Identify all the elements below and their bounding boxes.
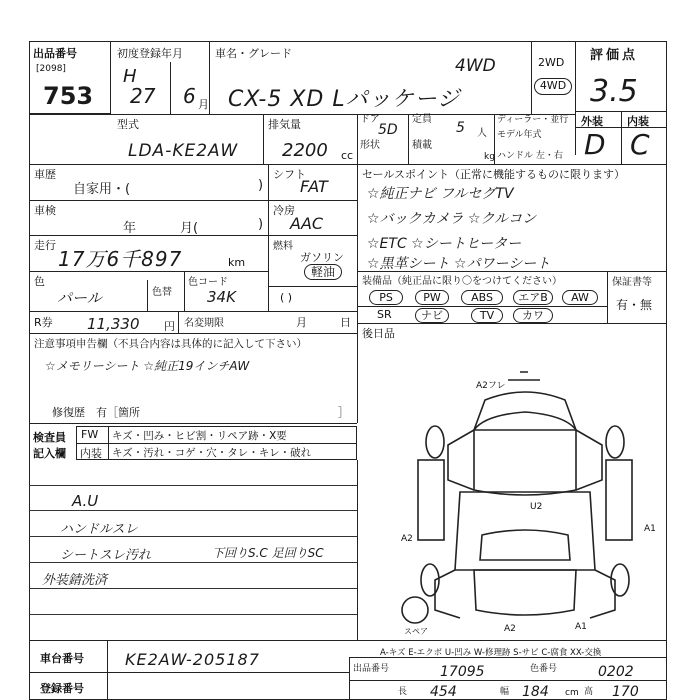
dealer-label: ディーラー・並行 [497,115,569,125]
sales-line-2: ☆バックカメラ ☆クルコン [367,211,537,227]
divider [29,640,667,641]
height-label: 高 [584,687,594,697]
divider [147,280,148,311]
mileage-label: 走行 [34,239,56,252]
diag-spare: スペア [404,627,428,636]
divider [408,114,409,164]
model-drive: 4WD [455,56,496,76]
capacity-value: 5 [456,120,465,136]
fuel-label: 燃料 [273,241,293,252]
disp-value: 2200 [282,140,328,161]
recycle-value: 11,330 [87,315,140,333]
divider [184,271,185,311]
equip-sr: SR [377,308,392,321]
first-reg-month-unit: 月 [198,98,209,111]
repair-bracket: ］ [338,406,349,419]
equip-tv: TV [471,308,503,323]
shift-value: FAT [300,177,328,196]
divider [29,200,357,201]
inspector-label-2: 記入欄 [33,447,66,460]
damage-legend: A-キズ E-エクボ U-凹み W-修理跡 S-サビ C-腐食 XX-交換 [380,648,602,658]
doors-value: 5D [378,122,398,138]
divider [575,41,576,155]
divider [494,114,495,164]
equip-navi: ナビ [415,308,449,323]
handle-label: ハンドル 左・右 [497,151,563,161]
mileage-unit: km [228,256,246,269]
ruled-line [29,510,357,511]
ruled-line [29,588,357,589]
sales-line-3: ☆ETC ☆シートヒーター [367,236,522,252]
disp-label: 排気量 [268,118,301,131]
divider [357,323,667,324]
recycle-unit: 円 [164,320,175,333]
diag-a2-top: A2フレ [476,381,506,391]
notes-label: 注意事項申告欄（不具合内容は具体的に記入して下さい） [34,338,307,350]
width-unit: cm [565,688,579,698]
comment-3: シートスレ汚れ [60,548,151,563]
doors-label: ドア [360,114,380,125]
notes-line: ☆メモリーシート ☆純正19インチAW [45,359,250,373]
sales-line-4: ☆黒革シート ☆パワーシート [367,256,551,272]
ac-label: 冷房 [273,204,295,217]
inspector-codes-1: キズ・凹み・ヒビ割・リペア跡・X要 [112,430,287,442]
comment-2: ハンドルスレ [60,522,138,537]
name-change-label: 名変期限 [184,318,224,329]
color-label: 色 [34,275,45,288]
color-change-label: 色替 [152,287,172,298]
shape-label: 形状 [360,140,380,151]
divider [607,271,608,323]
shift-label: シフト [273,168,306,181]
car-diagram [390,370,660,640]
capacity-label: 定員 [412,114,432,125]
divider [108,426,109,460]
first-reg-label: 初度登録年月 [117,47,183,60]
divider [268,286,357,287]
width-value: 184 [522,684,549,700]
divider [29,271,268,272]
divider [357,114,358,164]
auction-no-label: 出品番号 [353,664,390,674]
divider [178,311,179,333]
warranty-label: 保証書等 [612,277,652,288]
color-code: 34K [207,288,236,306]
repair-label: 修復歴 有［箇所 [52,406,140,419]
color-code-label: 色コード [188,277,228,288]
name-change-day: 日 [340,316,351,329]
comment-4: 外装錆洗済 [42,573,108,588]
divider [107,640,108,700]
recycle-label: R券 [34,316,53,329]
equip-leather: カワ [513,308,553,323]
inspector-interior: 内装 [80,447,102,460]
equip-pw: PW [415,290,449,305]
grade-int: C [630,128,650,161]
divider [349,680,667,681]
width-label: 幅 [500,687,510,697]
grade-value: 3.5 [590,74,638,109]
first-reg-era: H [123,66,137,87]
capacity-unit: 人 [477,128,487,139]
auction-no: 17095 [440,664,485,680]
divider [357,460,358,640]
grade-label: 評価点 [590,48,639,63]
color-no: 0202 [598,664,634,680]
sales-points-label: セールスポイント（正常に機能するものに限ります） [362,168,626,181]
lot-sub: [2098] [36,64,66,74]
load-unit: kg [484,152,495,162]
divider [29,311,357,312]
inspector-label-1: 検査員 [33,431,66,444]
equipment-label: 装備品（純正品に限り〇をつけてください） [362,276,562,287]
inspector-fw: FW [81,428,99,441]
grade-ext: D [584,128,606,161]
divider [349,657,350,700]
equip-aw: AW [562,290,598,305]
chassis-value: KE2AW-205187 [125,650,260,669]
first-reg-year: 27 [130,84,156,108]
under-note: 下回りS.C 足回りSC [212,546,324,560]
reg-label: 登録番号 [40,682,84,695]
divider [29,333,357,334]
diag-a1-bottom: A1 [575,622,587,632]
equip-airbag: エアB [513,290,553,305]
divider [621,111,622,164]
divider [357,311,358,423]
inspection-close: ) [258,217,264,232]
divider [76,443,357,444]
divider [29,672,349,673]
drive-2wd: 2WD [538,56,565,69]
length-label: 長 [398,687,408,697]
model-year-label: モデル年式 [497,130,542,140]
diag-a2-left: A2 [401,534,413,544]
inspection-year: 年 [123,221,137,236]
sales-line-1: ☆純正ナビ フルセグTV [367,186,514,202]
rear-items-label: 後日品 [362,327,395,340]
grade-ext-label: 外装 [581,115,603,128]
diag-a2-bottom: A2 [504,624,516,634]
drive-4wd: 4WD [534,78,572,95]
model-label: 車名・グレード [215,47,292,60]
disp-unit: cc [341,149,354,162]
comment-1: A.U [72,492,99,510]
ruled-line [29,485,357,486]
length-value: 454 [430,684,457,700]
ac-value: AAC [290,214,324,233]
color-no-label: 色番号 [530,664,558,674]
type-label: 型式 [117,118,139,131]
ruled-line [29,614,357,615]
model-value: CX-5 XD Lパッケージ [228,87,461,112]
divider [268,164,269,311]
color-value: パール [57,289,102,307]
type-value: LDA-KE2AW [128,141,239,161]
diag-u2: U2 [530,502,543,512]
first-reg-month: 6 [183,84,196,108]
grade-int-label: 内装 [627,115,649,128]
inspector-codes-2: キズ・汚れ・コゲ・穴・タレ・キレ・破れ [112,447,312,459]
fuel-paren: ( ) [280,291,293,304]
divider [357,306,607,307]
mileage-value: 17万6千897 [58,247,183,271]
divider [29,235,357,236]
lot-number: 753 [43,82,94,110]
usage-value: 自家用・( [73,182,131,197]
divider [29,164,667,165]
chassis-label: 車台番号 [40,652,84,665]
fuel-gas: ガソリン [300,251,344,264]
divider [29,423,357,424]
divider [209,41,210,114]
divider [349,657,667,658]
equip-ps: PS [369,290,403,305]
divider [531,41,532,114]
divider [263,114,264,164]
load-label: 積載 [412,140,432,151]
fuel-diesel: 軽油 [304,264,342,280]
divider [170,62,171,114]
warranty-options: 有・無 [616,298,653,312]
inspection-label: 車検 [34,204,56,217]
name-change-month: 月 [296,316,307,329]
lot-label: 出品番号 [33,47,77,60]
equip-abs: ABS [461,290,503,305]
inspection-month: 月( [180,221,199,236]
height-value: 170 [612,684,639,700]
divider [357,164,358,311]
usage-label: 車歴 [34,168,56,181]
usage-close: ) [258,178,264,193]
diag-a1-right: A1 [644,524,656,534]
